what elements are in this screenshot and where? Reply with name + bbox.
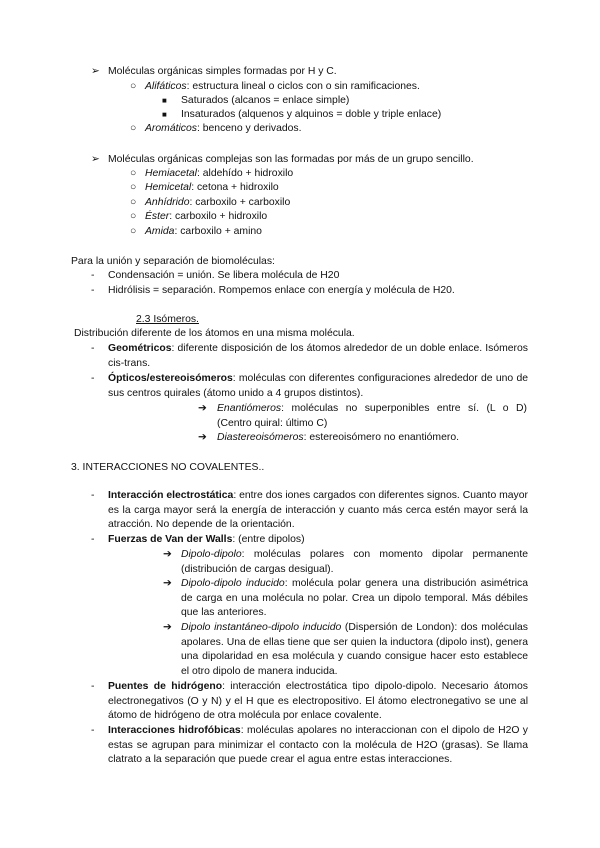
circle-bullet-icon: ○ bbox=[130, 182, 137, 193]
hidrofobicas-paragraph: Interacciones hidrofóbicas: moléculas apolares no interaccionan con el dipolo de H2O y estas se agrupan para minimizar el contacto con la molécula de H2O (grasas). Se llama clatrato a la separación que puede crear el agua entre estas interacciones. bbox=[108, 725, 528, 766]
list-item-condensacion: Condensación = unión. Se libera molécula de H20 bbox=[108, 270, 340, 281]
square-bullet-icon: ■ bbox=[162, 110, 167, 119]
isomeros-intro: Distribución diferente de los átomos en una misma molécula. bbox=[74, 328, 355, 339]
term-alifaticos: Alifáticos bbox=[145, 81, 187, 92]
list-item-hemiacetal: Hemiacetal: aldehído + hidroxilo bbox=[145, 168, 294, 179]
dash-bullet: - bbox=[91, 681, 95, 692]
circle-bullet-icon: ○ bbox=[130, 211, 137, 222]
complex-molecules-line: Moléculas orgánicas complejas son las formadas por más de un grupo sencillo. bbox=[108, 154, 474, 165]
electrostatica-paragraph: Interacción electrostática: entre dos iones cargados con diferentes signos. Cuanto mayor es la carga mayor será la energía de interacción y cuanto más cerca estén mayor será la atracción. No depende de la orientación. bbox=[108, 490, 528, 531]
dash-bullet: - bbox=[91, 725, 95, 736]
arrow-bullet-icon: ➢ bbox=[91, 66, 100, 77]
arrow-right-icon: ➔ bbox=[198, 403, 207, 414]
dash-bullet: - bbox=[91, 373, 95, 384]
term-aromaticos: Aromáticos bbox=[145, 123, 197, 134]
dash-bullet: - bbox=[91, 285, 95, 296]
enantiomeros-item: Enantiómeros: moléculas no superponibles entre sí. (L o D) (Centro quiral: último C) bbox=[217, 403, 527, 429]
circle-bullet-icon: ○ bbox=[130, 81, 137, 92]
simple-molecules-line: Moléculas orgánicas simples formadas por H y C. bbox=[108, 66, 337, 77]
list-item-insaturados: Insaturados (alquenos y alquinos = doble y triple enlace) bbox=[181, 109, 442, 120]
interacciones-heading: 3. INTERACCIONES NO COVALENTES.. bbox=[71, 462, 265, 473]
list-item-alifaticos: Alifáticos: estructura lineal o ciclos con o sin ramificaciones. bbox=[145, 81, 420, 92]
list-item-hemicetal: Hemicetal: cetona + hidroxilo bbox=[145, 182, 279, 193]
diastereoisomeros-item: Diastereoisómeros: estereoisómero no enantiómero. bbox=[217, 432, 459, 443]
dash-bullet: - bbox=[91, 270, 95, 281]
dipolo-inducido-item: Dipolo-dipolo inducido: molécula polar genera una distribución asimétrica de carga en una molécula no polar. Crea un dipolo temporal. Más débiles que las anteriores. bbox=[181, 578, 528, 619]
arrow-right-icon: ➔ bbox=[163, 578, 172, 589]
puentes-hidrogeno-paragraph: Puentes de hidrógeno: interacción electrostática tipo dipolo-dipolo. Necesario átomos electronegativos (O y N) y el H que es electropositivo. El átomo electronegativo se une al átomo de hidrógeno de otra molécula por enlace covalente. bbox=[108, 681, 528, 722]
isomeros-heading: 2.3 Isómeros. bbox=[136, 314, 199, 325]
list-item-hidrolisis: Hidrólisis = separación. Rompemos enlace con energía y molécula de H20. bbox=[108, 285, 455, 296]
list-item-amida: Amida: carboxilo + amino bbox=[145, 226, 262, 237]
dash-bullet: - bbox=[91, 490, 95, 501]
union-intro: Para la unión y separación de biomoléculas: bbox=[71, 256, 275, 267]
dipolo-instantaneo-item: Dipolo instantáneo-dipolo inducido (Dispersión de London): dos moléculas apolares. Una de ellas tiene que ser quien la inductora (dipolo inst), genera una dipolaridad en esa molécula y cuando consigue hacer esto establece el otro dipolo de manera inducida. bbox=[181, 622, 529, 677]
list-item-saturados: Saturados (alcanos = enlace simple) bbox=[181, 95, 350, 106]
dash-bullet: - bbox=[91, 534, 95, 545]
arrow-right-icon: ➔ bbox=[163, 549, 172, 560]
circle-bullet-icon: ○ bbox=[130, 197, 137, 208]
term-geometricos: Geométricos bbox=[108, 343, 172, 354]
term-opticos: Ópticos/estereoisómeros bbox=[108, 373, 233, 384]
square-bullet-icon: ■ bbox=[162, 96, 167, 105]
dipolo-dipolo-item: Dipolo-dipolo: moléculas polares con momento dipolar permanente (distribución de cargas desigual). bbox=[181, 549, 528, 575]
arrow-right-icon: ➔ bbox=[163, 622, 172, 633]
arrow-right-icon: ➔ bbox=[198, 432, 207, 443]
dash-bullet: - bbox=[91, 343, 95, 354]
circle-bullet-icon: ○ bbox=[130, 168, 137, 179]
opticos-paragraph: Ópticos/estereoisómeros: moléculas con diferentes configuraciones alrededor de uno de sus centros quirales (átomo unido a 4 grupos distintos). bbox=[108, 373, 528, 399]
geometricos-paragraph: Geométricos: diferente disposición de los átomos alrededor de un doble enlace. Isómeros cis-trans. bbox=[108, 343, 528, 369]
list-item-aromaticos: Aromáticos: benceno y derivados. bbox=[145, 123, 302, 134]
circle-bullet-icon: ○ bbox=[130, 123, 137, 134]
list-item-ester: Éster: carboxilo + hidroxilo bbox=[145, 211, 268, 222]
van-der-walls-line: Fuerzas de Van der Walls: (entre dipolos) bbox=[108, 534, 305, 545]
circle-bullet-icon: ○ bbox=[130, 226, 137, 237]
list-item-anhidrido: Anhídrido: carboxilo + carboxilo bbox=[145, 197, 291, 208]
arrow-bullet-icon: ➢ bbox=[91, 154, 100, 165]
